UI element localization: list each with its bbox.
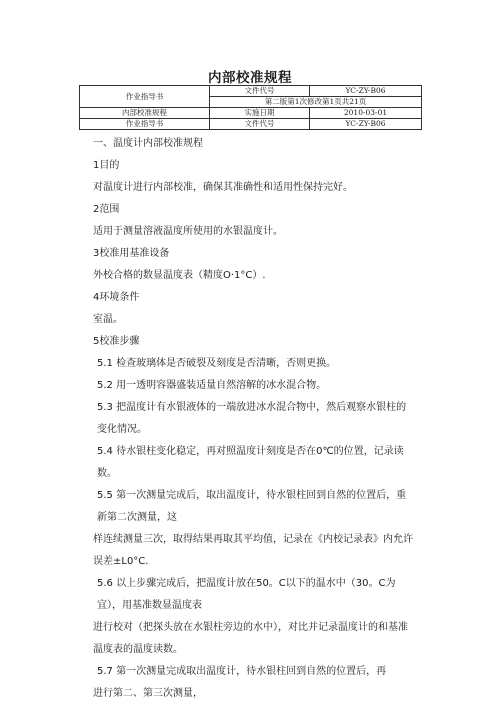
paragraph: 适用于测量溶液温度所使用的水银温度计。: [93, 226, 283, 237]
step-5-7: 5.7 第一次测量完成取出温度计，待水银柱回到自然的位置后，再: [97, 666, 387, 677]
header-table: [79, 85, 422, 130]
subsection-heading: 2范围: [93, 204, 120, 215]
header-cell: 2010-03-01: [310, 108, 422, 119]
subsection-heading: 1目的: [93, 160, 120, 171]
header-cell: 实施日期: [210, 108, 310, 119]
header-cell: 内部校准规程: [80, 108, 210, 119]
step-5-1: 5.1 检查玻璃体是否破裂及刻度是否清晰，否则更换。: [97, 358, 337, 369]
step-5-5-cont: 样连续测量三次，取得结果再取其平均值，记录在《内校记录表》内允许误差±L0°C.: [93, 534, 413, 567]
step-5-6: 5.6 以上步骤完成后，把温度计放在50。C以下的温水中（30。C为宜），用基准数显温度表: [97, 578, 396, 611]
step-5-5: 5.5 第一次测量完成后，取出温度计，待水银柱回到自然的位置后，重新第二次测量，这: [97, 490, 407, 523]
header-cell: YC-ZY-B06: [310, 119, 422, 130]
paragraph: 室温。: [93, 314, 123, 325]
document-title: 内部校准规程: [208, 70, 292, 86]
header-cell: 作业指导书: [80, 86, 210, 108]
header-row: [80, 108, 422, 119]
paragraph: 对温度计进行内部校准，确保其准确性和适用性保持完好。: [93, 182, 353, 193]
step-5-3: 5.3 把温度计有水银液体的一端放进冰水混合物中，然后观察水银柱的变化情况。: [97, 402, 407, 435]
step-5-7-cont: 进行第二、第三次测量，: [93, 688, 203, 699]
step-5-4: 5.4 待水银柱变化稳定，再对照温度计刻度是否在0℃的位置，记录读数。: [97, 446, 404, 479]
document-body: [93, 133, 415, 705]
header-cell: 第二版第1次修改第1页共21页: [210, 97, 422, 108]
subsection-heading: 5校准步骤: [93, 336, 140, 347]
header-row: [80, 86, 422, 97]
header-row: [80, 119, 422, 130]
header-cell: 文件代号: [210, 86, 310, 97]
subsection-heading: 4环境条件: [93, 292, 140, 303]
header-cell: YC-ZY-B06: [310, 86, 422, 97]
paragraph: 外校合格的数显温度表（精度O·1°C）.: [93, 270, 266, 281]
header-cell: 作业指导书: [80, 119, 210, 130]
header-cell: 文件代号: [210, 119, 310, 130]
step-5-2: 5.2 用一透明容器盛装适量自然溶解的冰水混合物。: [97, 380, 327, 391]
step-5-6-cont: 进行校对（把探头放在水银柱旁边的水中），对比并记录温度计的和基准温度表的温度读数。: [93, 622, 408, 655]
section-heading: 一、温度计内部校准规程: [93, 138, 203, 149]
subsection-heading: 3校准用基准设备: [93, 248, 170, 259]
